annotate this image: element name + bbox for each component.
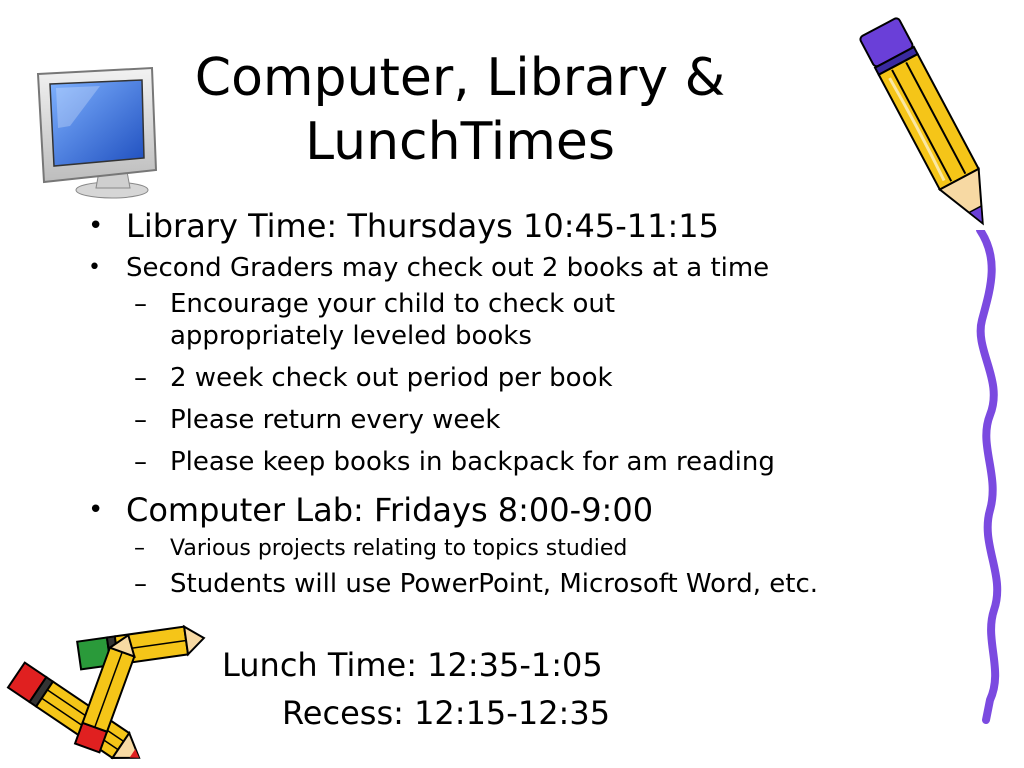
bullet-marker: • (88, 211, 104, 241)
bullet-marker: • (88, 495, 104, 525)
sub-bullet-software (134, 568, 938, 600)
bullet-marker: • (88, 255, 101, 280)
slide-title (150, 46, 770, 174)
lunch-time: Lunch Time: 12:35-1:05 (222, 646, 603, 684)
dash-marker: – (134, 289, 147, 319)
sub-bullet-backpack (134, 446, 938, 478)
bullet-library-time (88, 204, 938, 248)
dash-marker: – (134, 363, 147, 393)
dash-marker: – (134, 447, 147, 477)
sub-bullet-text: Please keep books in backpack for am reading (170, 447, 775, 477)
bullet-second-graders (88, 250, 938, 286)
computer-monitor-icon (30, 66, 160, 200)
recess-time: Recess: 12:15-12:35 (282, 694, 611, 732)
bullet-text: Second Graders may check out 2 books at a time (126, 253, 770, 283)
sub-bullet-text: Various projects relating to topics studied (170, 536, 628, 561)
squiggle-border (960, 230, 1024, 730)
sub-bullet-text: Students will use PowerPoint, Microsoft Word, etc. (170, 569, 819, 599)
sub-bullet-text: Encourage your child to check out appropriately leveled books (170, 289, 616, 351)
sub-bullet-text: Please return every week (170, 405, 501, 435)
bullet-list (88, 204, 938, 610)
sub-bullet-return-weekly (134, 404, 938, 436)
title-line-1: Computer, Library & (194, 48, 726, 108)
sub-bullet-projects (134, 534, 938, 564)
title-line-2: LunchTimes (305, 112, 615, 172)
sub-bullet-checkout-period (134, 362, 938, 394)
dash-marker: – (134, 569, 147, 599)
bullet-text: Computer Lab: Fridays 8:00-9:00 (126, 491, 654, 529)
bullet-text: Library Time: Thursdays 10:45-11:15 (126, 207, 719, 245)
sub-bullet-encourage (134, 288, 938, 352)
sub-bullet-text: 2 week check out period per book (170, 363, 613, 393)
crossed-pencils-icon (0, 620, 210, 768)
dash-marker: – (134, 536, 145, 561)
bullet-computer-lab (88, 488, 938, 532)
dash-marker: – (134, 405, 147, 435)
